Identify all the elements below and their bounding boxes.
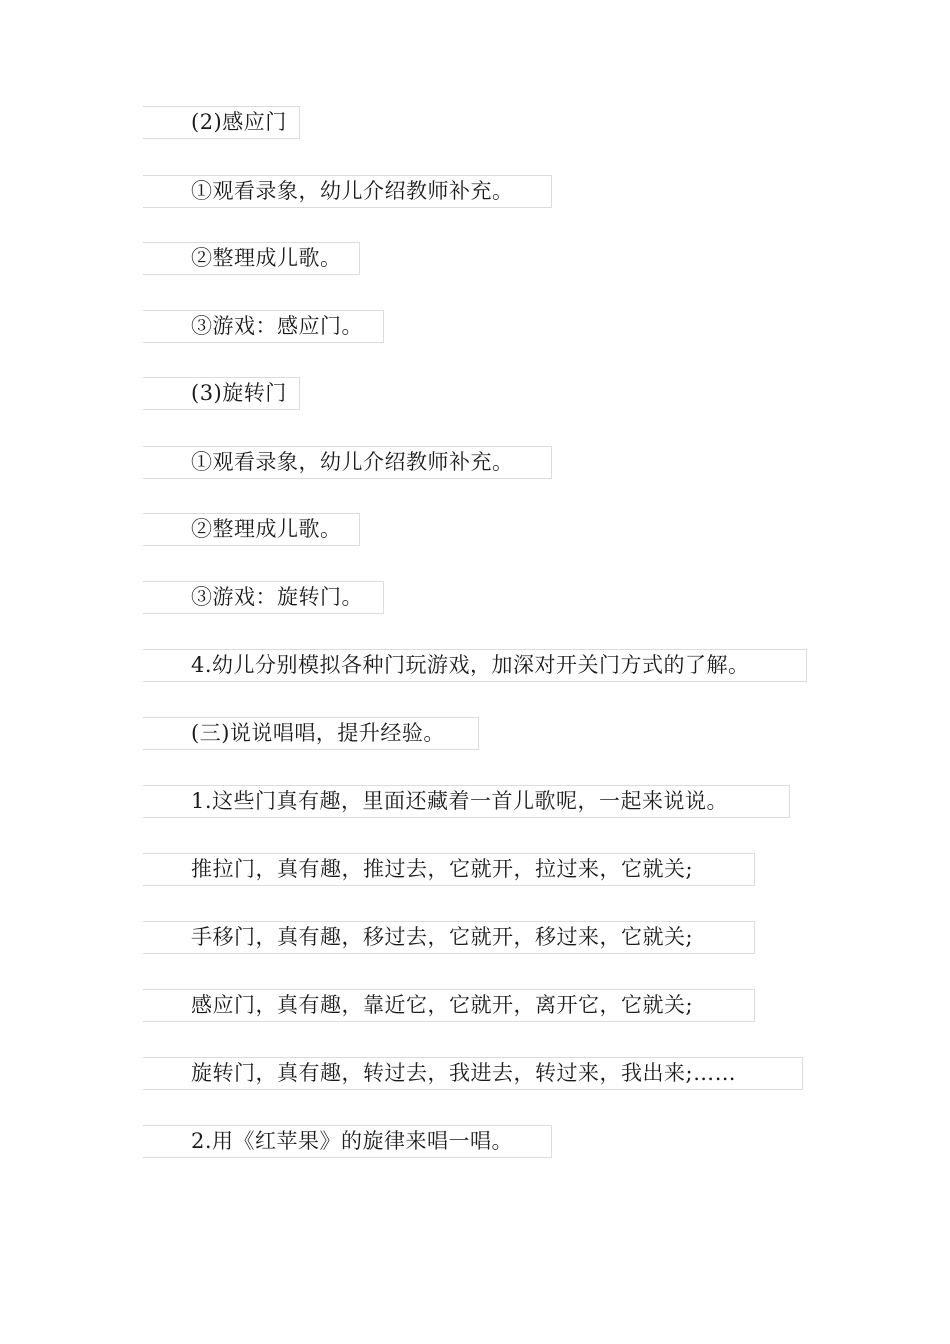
activity-sing-red-apple: 2.用《红苹果》的旋律来唱一唱。 [143,1125,552,1158]
rhyme-line-sliding-door: 手移门，真有趣，移过去，它就开，移过来，它就关; [143,921,755,954]
rhyme-line-push-pull-door: 推拉门，真有趣，推过去，它就开，拉过来，它就关; [143,853,755,886]
subheading-induction-door: (2)感应门 [143,106,300,139]
activity-say-rhyme: 1.这些门真有趣，里面还藏着一首儿歌呢，一起来说说。 [143,785,790,818]
subheading-revolving-door: (3)旋转门 [143,377,300,410]
rhyme-line-induction-door: 感应门，真有趣，靠近它，它就开，离开它，它就关; [143,989,755,1022]
step-make-rhyme-2: ②整理成儿歌。 [143,513,360,546]
step-watch-video-1: ①观看录象，幼儿介绍教师补充。 [143,175,552,208]
section-heading-three: (三)说说唱唱，提升经验。 [143,717,479,750]
activity-simulate-doors: 4.幼儿分别模拟各种门玩游戏，加深对开关门方式的了解。 [143,649,807,682]
step-game-induction-door: ③游戏：感应门。 [143,310,384,343]
step-game-revolving-door: ③游戏：旋转门。 [143,581,384,614]
step-watch-video-2: ①观看录象，幼儿介绍教师补充。 [143,446,552,479]
rhyme-line-revolving-door: 旋转门，真有趣，转过去，我进去，转过来，我出来;…… [143,1057,803,1090]
step-make-rhyme-1: ②整理成儿歌。 [143,242,360,275]
